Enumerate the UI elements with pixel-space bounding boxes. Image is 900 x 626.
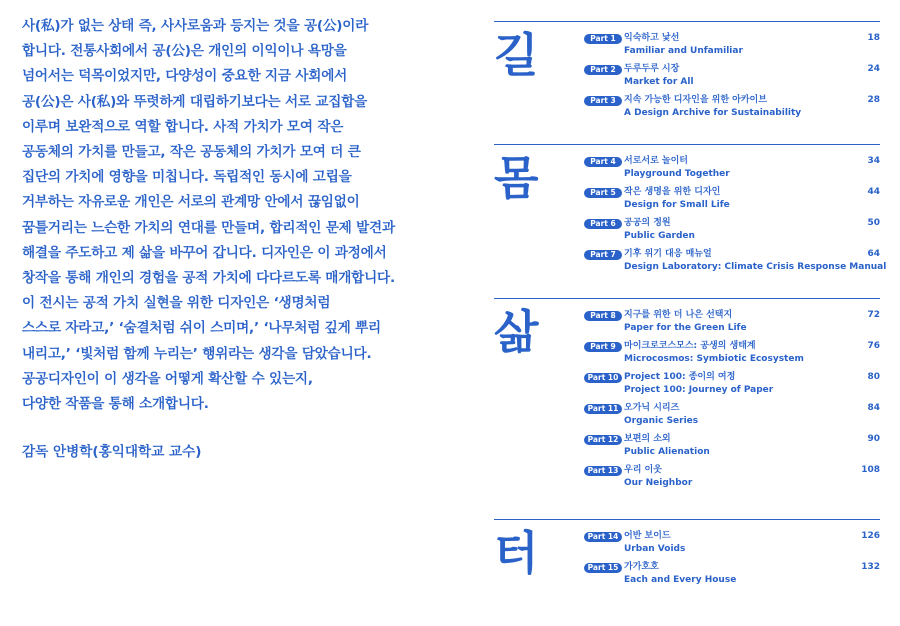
intro-line: 공공디자인이 이 생각을 어떻게 확산할 수 있는지, [22, 370, 313, 387]
part-badge: Part 14 [584, 532, 622, 542]
director-credit: 감독 안병학(홍익대학교 교수) [22, 444, 202, 461]
toc-entry[interactable] [584, 423, 880, 457]
intro-line: 내리고,’ ‘빛처럼 함께 누리는’ 행위라는 생각을 담았습니다. [22, 345, 372, 362]
part-badge: Part 3 [584, 96, 622, 106]
toc-entry[interactable] [584, 454, 880, 488]
part-badge: Part 2 [584, 65, 622, 75]
page-number: 90 [867, 434, 880, 444]
toc-entry[interactable] [584, 361, 880, 395]
intro-line: 집단의 가치에 영향을 미칩니다. 독립적인 동시에 고립을 [22, 169, 352, 186]
page-number: 108 [861, 465, 880, 475]
intro-line: 넘어서는 덕목이었지만, 다양성이 중요한 지금 사회에서 [22, 68, 348, 85]
toc-entries [584, 299, 880, 488]
page-number: 80 [867, 372, 880, 382]
toc-entries [584, 145, 887, 272]
entry-title-ko: 마이크로코스모스: 공생의 생태계 [624, 341, 756, 351]
intro-line: 창작을 통해 개인의 경험을 공적 가치에 다다르도록 매개합니다. [22, 270, 395, 287]
entry-title-ko: 지속 가능한 디자인을 위한 아카이브 [624, 95, 767, 105]
section-heading-char: 길 [494, 28, 539, 82]
toc-entry[interactable] [584, 299, 880, 333]
entry-title-ko: 어반 보이드 [624, 531, 671, 541]
entry-title-ko: 서로서로 놀이터 [624, 156, 688, 166]
toc-entry[interactable] [584, 238, 887, 272]
section-heading-char: 몸 [494, 151, 539, 205]
page-number: 72 [867, 310, 880, 320]
section-heading-char: 터 [494, 526, 539, 580]
entry-title-ko: 가가호호 [624, 562, 659, 572]
toc-entry[interactable] [584, 207, 880, 241]
part-badge: Part 12 [584, 435, 622, 445]
entry-title-en: Market for All [624, 77, 694, 87]
entry-title-en: Each and Every House [624, 575, 737, 585]
toc-section-teo [494, 519, 880, 590]
intro-line: 합니다. 전통사회에서 공(公)은 개인의 이익이나 욕망을 [22, 43, 347, 60]
page-number: 44 [867, 187, 880, 197]
table-of-contents [494, 21, 887, 590]
intro-line: 꿈틀거리는 느슨한 가치의 연대를 만들며, 합리적인 문제 발견과 [22, 219, 395, 236]
part-badge: Part 8 [584, 311, 622, 321]
toc-entry[interactable] [584, 176, 880, 210]
page-number: 126 [861, 531, 880, 541]
toc-entries [584, 22, 880, 118]
entry-title-ko: 기후 위기 대응 매뉴얼 [624, 249, 712, 259]
part-badge: Part 7 [584, 250, 622, 260]
toc-entries [584, 520, 880, 585]
entry-title-ko: 두루두루 시장 [624, 64, 680, 74]
intro-line: 해결을 주도하고 제 삶을 바꾸어 갑니다. 디자인은 이 과정에서 [22, 244, 387, 261]
entry-title-en: Organic Series [624, 416, 699, 426]
page-number: 34 [867, 156, 880, 166]
entry-title-en: Urban Voids [624, 544, 686, 554]
toc-entry[interactable] [584, 392, 880, 426]
toc-entry[interactable] [584, 53, 880, 87]
section-heading-char: 삶 [494, 305, 539, 359]
intro-line: 공(公)은 사(私)와 뚜렷하게 대립하기보다는 서로 교집합을 [22, 93, 368, 110]
entry-title-en: Familiar and Unfamiliar [624, 46, 743, 56]
entry-title-en: Design for Small Life [624, 200, 730, 210]
page-number: 50 [867, 218, 880, 228]
part-badge: Part 13 [584, 466, 622, 476]
part-badge: Part 4 [584, 157, 622, 167]
part-badge: Part 15 [584, 563, 622, 573]
entry-title-en: Playground Together [624, 169, 730, 179]
toc-entry[interactable] [584, 22, 880, 56]
entry-title-en: Our Neighbor [624, 478, 693, 488]
entry-title-ko: 지구를 위한 더 나은 선택지 [624, 310, 733, 320]
entry-title-en: A Design Archive for Sustainability [624, 108, 802, 118]
toc-entry[interactable] [584, 84, 880, 118]
toc-entry[interactable] [584, 145, 880, 179]
intro-line: 이루며 보완적으로 역할 합니다. 사적 가치가 모여 작은 [22, 118, 344, 135]
page-number: 84 [867, 403, 880, 413]
intro-line: 사(私)가 없는 상태 즉, 사사로움과 등지는 것을 공(公)이라 [22, 18, 369, 34]
entry-title-ko: 공공의 정원 [624, 218, 671, 228]
toc-section-salm [494, 298, 880, 519]
part-badge: Part 9 [584, 342, 622, 352]
page-number: 64 [867, 249, 880, 259]
entry-title-ko: 익숙하고 낯선 [624, 33, 680, 43]
entry-title-ko: 보편의 소외 [624, 434, 671, 444]
toc-entry[interactable] [584, 330, 880, 364]
intro-line: 다양한 작품을 통해 소개합니다. [22, 396, 209, 413]
entry-title-ko: Project 100: 종이의 여정 [624, 372, 736, 382]
part-badge: Part 11 [584, 404, 622, 414]
entry-title-ko: 오가닉 시리즈 [624, 403, 680, 413]
intro-line: 거부하는 자유로운 개인은 서로의 관계망 안에서 끊임없이 [22, 194, 360, 211]
page-number: 28 [867, 95, 880, 105]
toc-section-gil [494, 21, 880, 144]
page-number: 18 [867, 33, 880, 43]
entry-title-en: Project 100: Journey of Paper [624, 385, 774, 395]
intro-paragraph [22, 14, 422, 417]
part-badge: Part 6 [584, 219, 622, 229]
part-badge: Part 1 [584, 34, 622, 44]
toc-entry[interactable] [584, 520, 880, 554]
page-number: 24 [867, 64, 880, 74]
entry-title-ko: 작은 생명을 위한 디자인 [624, 187, 721, 197]
intro-line: 이 전시는 공적 가치 실현을 위한 디자인은 ‘생명처럼 [22, 295, 331, 312]
entry-title-en: Microcosmos: Symbiotic Ecosystem [624, 354, 804, 364]
entry-title-en: Paper for the Green Life [624, 323, 747, 333]
entry-title-ko: 우리 이웃 [624, 465, 662, 475]
page-number: 132 [861, 562, 880, 572]
intro-column [22, 14, 422, 465]
entry-title-en: Design Laboratory: Climate Crisis Response Manual [624, 262, 887, 272]
part-badge: Part 10 [584, 373, 622, 383]
entry-title-en: Public Alienation [624, 447, 710, 457]
intro-line: 공동체의 가치를 만들고, 작은 공동체의 가치가 모여 더 큰 [22, 144, 361, 161]
toc-section-mom [494, 144, 887, 298]
part-badge: Part 5 [584, 188, 622, 198]
toc-entry[interactable] [584, 551, 880, 585]
entry-title-en: Public Garden [624, 231, 695, 241]
page-number: 76 [867, 341, 880, 351]
intro-line: 스스로 자라고,’ ‘숨결처럼 쉬이 스미며,’ ‘나무처럼 깊게 뿌리 [22, 320, 381, 337]
